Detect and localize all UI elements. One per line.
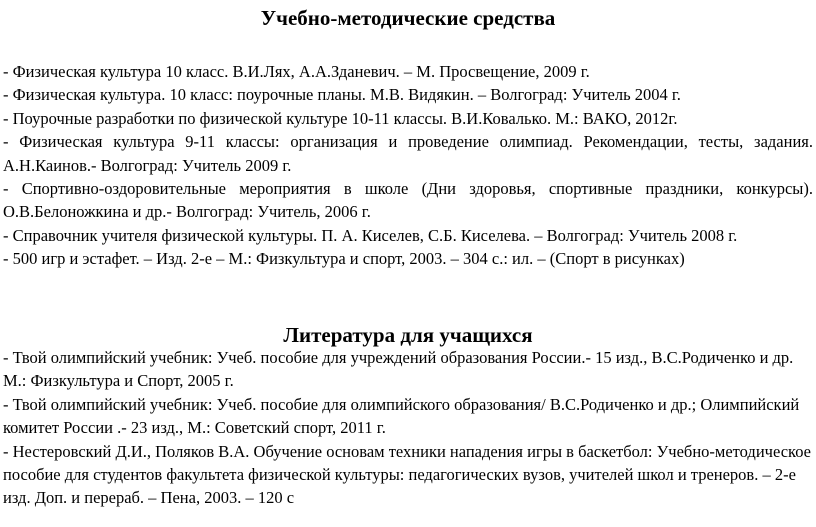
list-item: - 500 игр и эстафет. – Изд. 2-е – М.: Физкультура и спорт, 2003. – 304 с.: ил. – (Спорт в рисунках) [3,249,685,269]
list-item: - Физическая культура 10 класс. В.И.Лях, А.А.Зданевич. – М. Просвещение, 2009 г. [3,62,590,81]
list-item: - Спортивно-оздоровительные мероприятия в школе (Дни здоровья, спортивные праздники, конкурсы). О.В.Белоножкина и др.- Волгоград: Учитель, 2006 г. [3,179,813,222]
list-item: - Справочник учителя физической культуры. П. А. Киселев, С.Б. Киселева. – Волгоград: Учитель 2008 г. [3,225,738,245]
student-literature-list [3,346,813,510]
list-item: - Твой олимпийский учебник: Учеб. пособие для учреждений образования России.- 15 изд., В.С.Родиченко и др. М.: Физкультура и Спорт, 2005 г. [3,348,794,391]
section-title-teaching-materials: Учебно-методические средства [260,6,556,30]
list-item: - Физическая культура. 10 класс: поурочные планы. М.В. Видякин. – Волгоград: Учитель 2004 г. [3,85,681,105]
list-item: - Твой олимпийский учебник: Учеб. пособие для олимпийского образования/ В.С.Родиченко и др.; Олимпийский комитет России .- 23 изд., М.: Советский спорт, 2011 г. [3,394,800,438]
teaching-materials-list [3,60,813,271]
list-item: - Нестеровский Д.И., Поляков В.А. Обучение основам техники нападения игры в баскетбол: Учебно-методическое пособие для студентов факультета физической культуры: педагогических вузов, учителей школ и тренеров. – 2-е изд. Доп. и перераб. – Пена, 2003. – 120 с [3,441,811,508]
list-item: - Поурочные разработки по физической культуре 10-11 классы. В.И.Ковалько. М.: ВАКО, 2012г. [3,108,678,128]
section-title-student-literature: Литература для учащихся [283,323,533,347]
list-item: - Физическая культура 9-11 классы: организация и проведение олимпиад. Рекомендации, тесты, задания. А.Н.Каинов.- Волгоград: Учитель 2009 г. [3,132,813,175]
